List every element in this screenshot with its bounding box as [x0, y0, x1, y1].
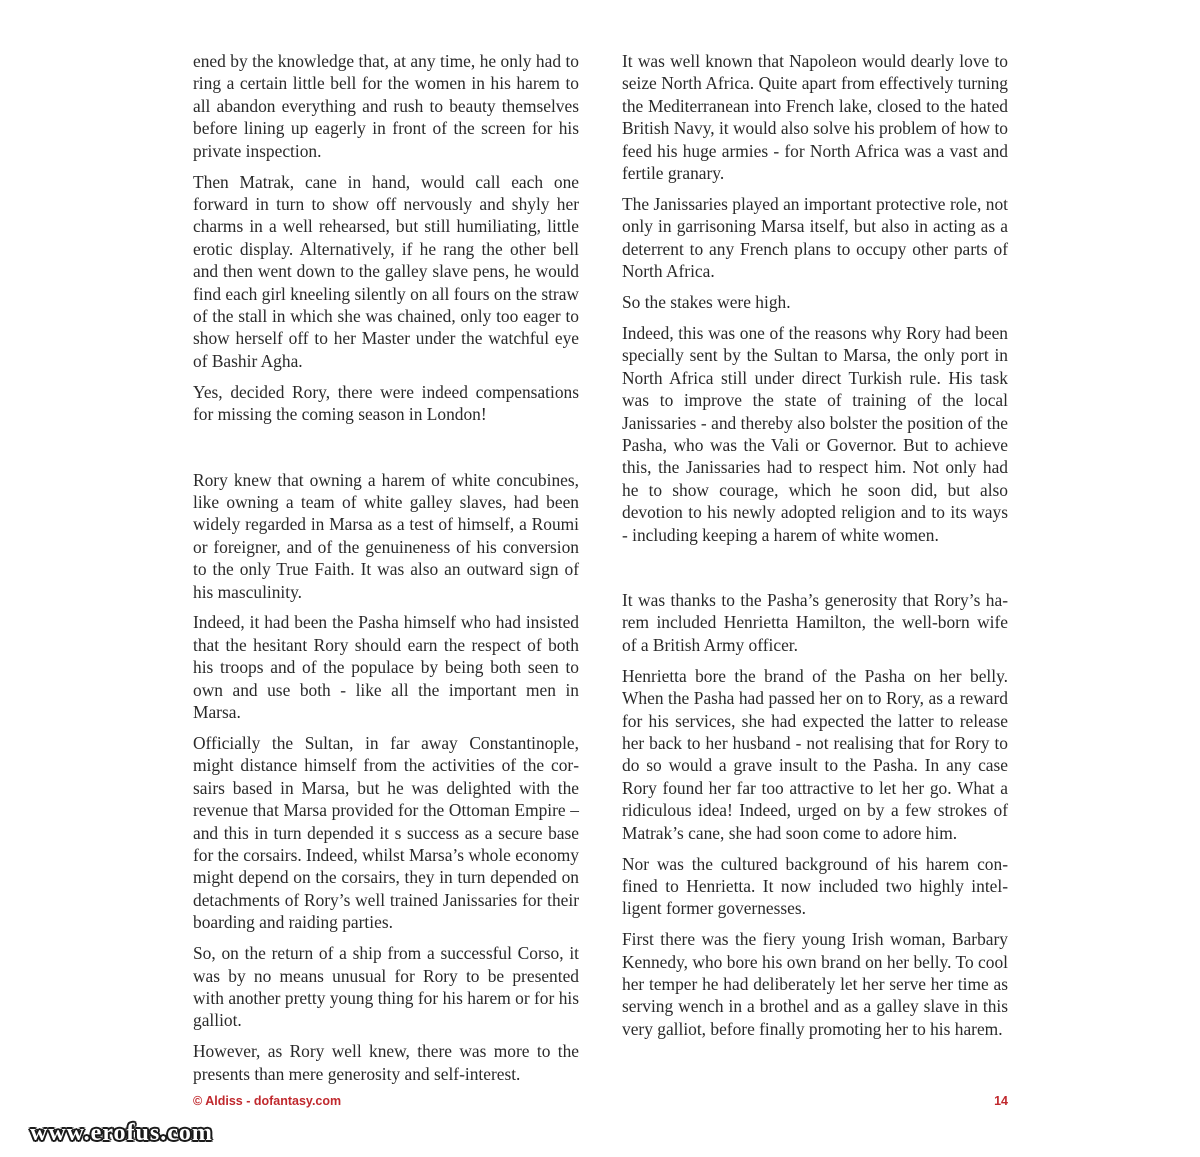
page-number: 14: [994, 1094, 1008, 1108]
paragraph: It was thanks to the Pasha’s generosity that Rory’s harem included Henrietta Hamilton, the well-born wife of a British Army officer.: [622, 590, 1008, 655]
left-text-column: [193, 50, 579, 1094]
footer-copyright: © Aldiss - dofantasy.com: [193, 1094, 342, 1108]
paragraph: Rory knew that owning a harem of white concubines, like owning a team of white galley slaves, had been widely regarded in Marsa as a test of himself, a Roumi or foreigner, and of the genuineness of his conversion to the only True Faith. It was also an outward sign of his masculinity.: [193, 469, 579, 602]
paragraph: The Janissaries played an important protective role, not only in garrisoning Marsa itself, but also in acting as a deterrent to any French plans to occupy other parts of North Africa.: [622, 193, 1008, 282]
paragraph: Indeed, it had been the Pasha himself who had insisted that the hesitant Rory should earn the respect of both his troops and of the populace by being both seen to own and use both - like all the important men in Marsa.: [193, 612, 579, 723]
paragraph: Indeed, this was one of the reasons why Rory had been specially sent by the Sultan to Marsa, the only port in North Africa still under direct Turkish rule. His task was to improve the state of training of the local Janissaries - and thereby also bolster the position of the Pasha, who was the Vali or Governor. But to achieve this, the Janissaries had to respect him. Not only had he to show courage, which he soon did, but also devotion to his newly adopted religion and to its ways - including keeping a harem of white women.: [622, 322, 1008, 545]
paragraph: So the stakes were high.: [622, 292, 791, 313]
paragraph: Nor was the cultured background of his harem confined to Henrietta. It now included two highly intelligent former governesses.: [622, 853, 1008, 919]
site-watermark: www.erofus.com: [30, 1120, 213, 1146]
paragraph: Henrietta bore the brand of the Pasha on her belly. When the Pasha had passed her on to Rory, as a reward for his services, she had expected the latter to release her back to her husband - not realising that for Rory to do so would a grave insult to the Pasha. In any case Rory found her far too attractive to let her go. What a ridiculous idea! Indeed, urged on by a few strokes of Matrak’s cane, she had soon come to adore him.: [622, 665, 1008, 843]
paragraph: So, on the return of a ship from a successful Corso, it was by no means unusual for Rory to be presented with another pretty young thing for his harem or for his galliot.: [193, 943, 579, 1031]
paragraph: Then Matrak, cane in hand, would call each one forward in turn to show off nervously and shyly her charms in a well rehearsed, but still humiliating, little erotic display. Alternatively, if he rang the other bell and then went down to the galley slave pens, he would find each girl kneeling silently on all fours on the straw of the stall in which she was chained, only too eager to show herself off to her Master under the watchful eye of Bashir Agha.: [193, 171, 579, 371]
paragraph: Officially the Sultan, in far away Constantinople, might distance himself from the activities of the corsairs based in Marsa, but he was delighted with the revenue that Marsa provided for the Ottoman Empire – and this in turn depended it s success as a secure base for the corsairs. Indeed, whilst Marsa’s whole economy might depend on the corsairs, they in turn depended on detachments of Rory’s well trained Janissaries for their boarding and raiding parties.: [193, 732, 579, 933]
paragraph: First there was the fiery young Irish woman, Barbary Kennedy, who bore his own brand on her belly. To cool her temper he had deliberately let her serve her time as serving wench in a brothel and as a galley slave in this very galliot, before finally promoting her to his harem.: [622, 929, 1008, 1039]
paragraph: It was well known that Napoleon would dearly love to seize North Africa. Quite apart from effectively turning the Mediterranean into French lake, closed to the hated British Navy, it would also solve his problem of how to feed his huge armies - for North Africa was a vast and fertile granary.: [622, 51, 1008, 184]
paragraph: However, as Rory well knew, there was more to the presents than mere generosity and self-interest.: [193, 1041, 579, 1084]
paragraph: Yes, decided Rory, there were indeed compensations for missing the coming season in London!: [193, 381, 579, 425]
paragraph: ened by the knowledge that, at any time, he only had to ring a certain little bell for the women in his harem to all abandon everything and rush to beauty themselves before lining up eagerly in front of the screen for his private inspection.: [193, 51, 579, 161]
right-text-column: [622, 50, 1008, 1049]
